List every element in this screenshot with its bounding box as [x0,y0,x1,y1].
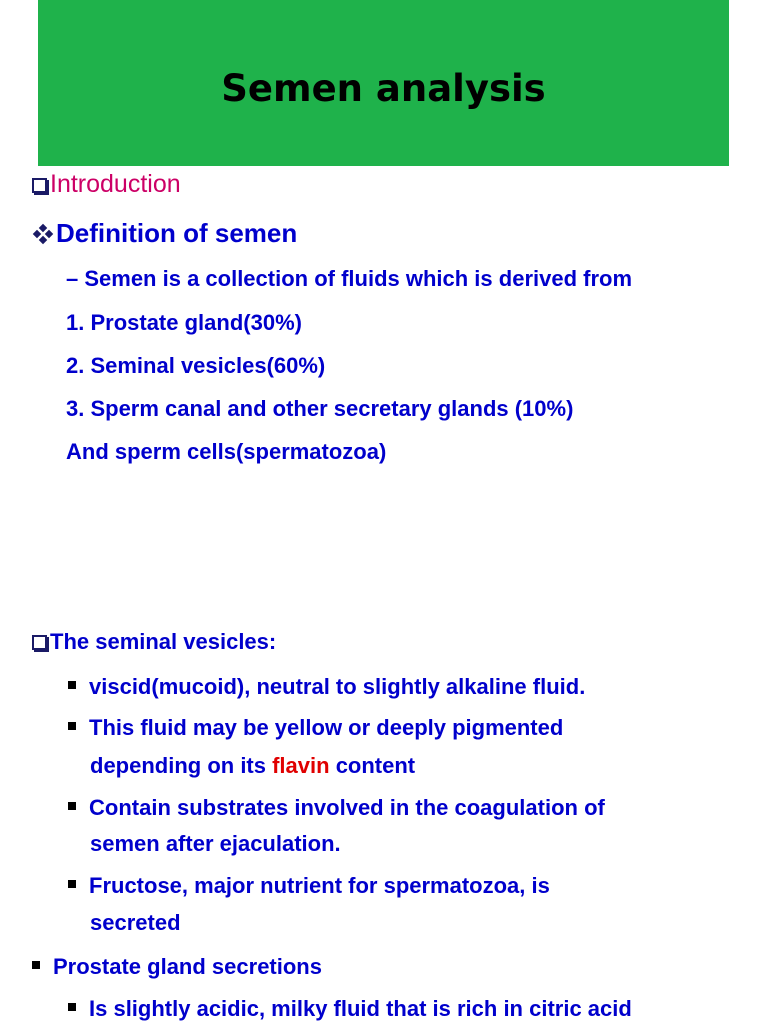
definition-text: – Semen is a collection of fluids which is derived from [66,266,633,291]
list-item-text: depending on its [90,753,273,778]
square-bullet-icon [68,880,76,888]
list-item-text: Is slightly acidic, milky fluid that is rich in citric acid [89,996,632,1021]
square-bullet-icon [68,802,76,810]
checkbox-square-icon [32,635,47,650]
list-item-text: Contain substrates involved in the coagulation of [89,795,605,820]
intro-label: Introduction [50,170,181,198]
diamond-bullet-icon [32,224,54,244]
checkbox-square-icon [32,178,47,193]
list-item-continuation: semen after ejaculation. [90,831,341,856]
list-item [68,715,563,741]
list-item [68,996,632,1022]
flavin-highlight: flavin [272,753,330,778]
title-banner [38,0,729,166]
source-item: 1. Prostate gland(30%) [66,310,302,335]
source-item: And sperm cells(spermatozoa) [66,439,387,464]
prostate-heading [32,954,322,980]
list-item [68,674,585,700]
intro-item [32,170,181,199]
source-item: 2. Seminal vesicles(60%) [66,353,326,378]
vesicles-heading [32,629,276,655]
list-item-text: content [329,753,416,778]
list-item-continuation: secreted [90,910,181,935]
list-item-text: viscid(mucoid), neutral to slightly alkaline fluid. [89,674,586,699]
square-bullet-icon [68,681,76,689]
list-item [68,873,550,899]
slide-title: Semen analysis [221,66,546,110]
square-bullet-icon [68,722,76,730]
prostate-heading-text: Prostate gland secretions [53,954,322,979]
square-bullet-icon [68,1003,76,1011]
square-bullet-icon [32,961,40,969]
list-item-text: Fructose, major nutrient for spermatozoa, is [89,873,550,898]
definition-heading [32,218,297,249]
vesicles-heading-text: The seminal vesicles: [50,629,277,654]
list-item-continuation [90,753,415,779]
source-item: 3. Sperm canal and other secretary glands (10%) [66,396,574,421]
definition-heading-text: Definition of semen [56,218,298,248]
list-item [68,795,605,821]
list-item-text: This fluid may be yellow or deeply pigmented [89,715,564,740]
